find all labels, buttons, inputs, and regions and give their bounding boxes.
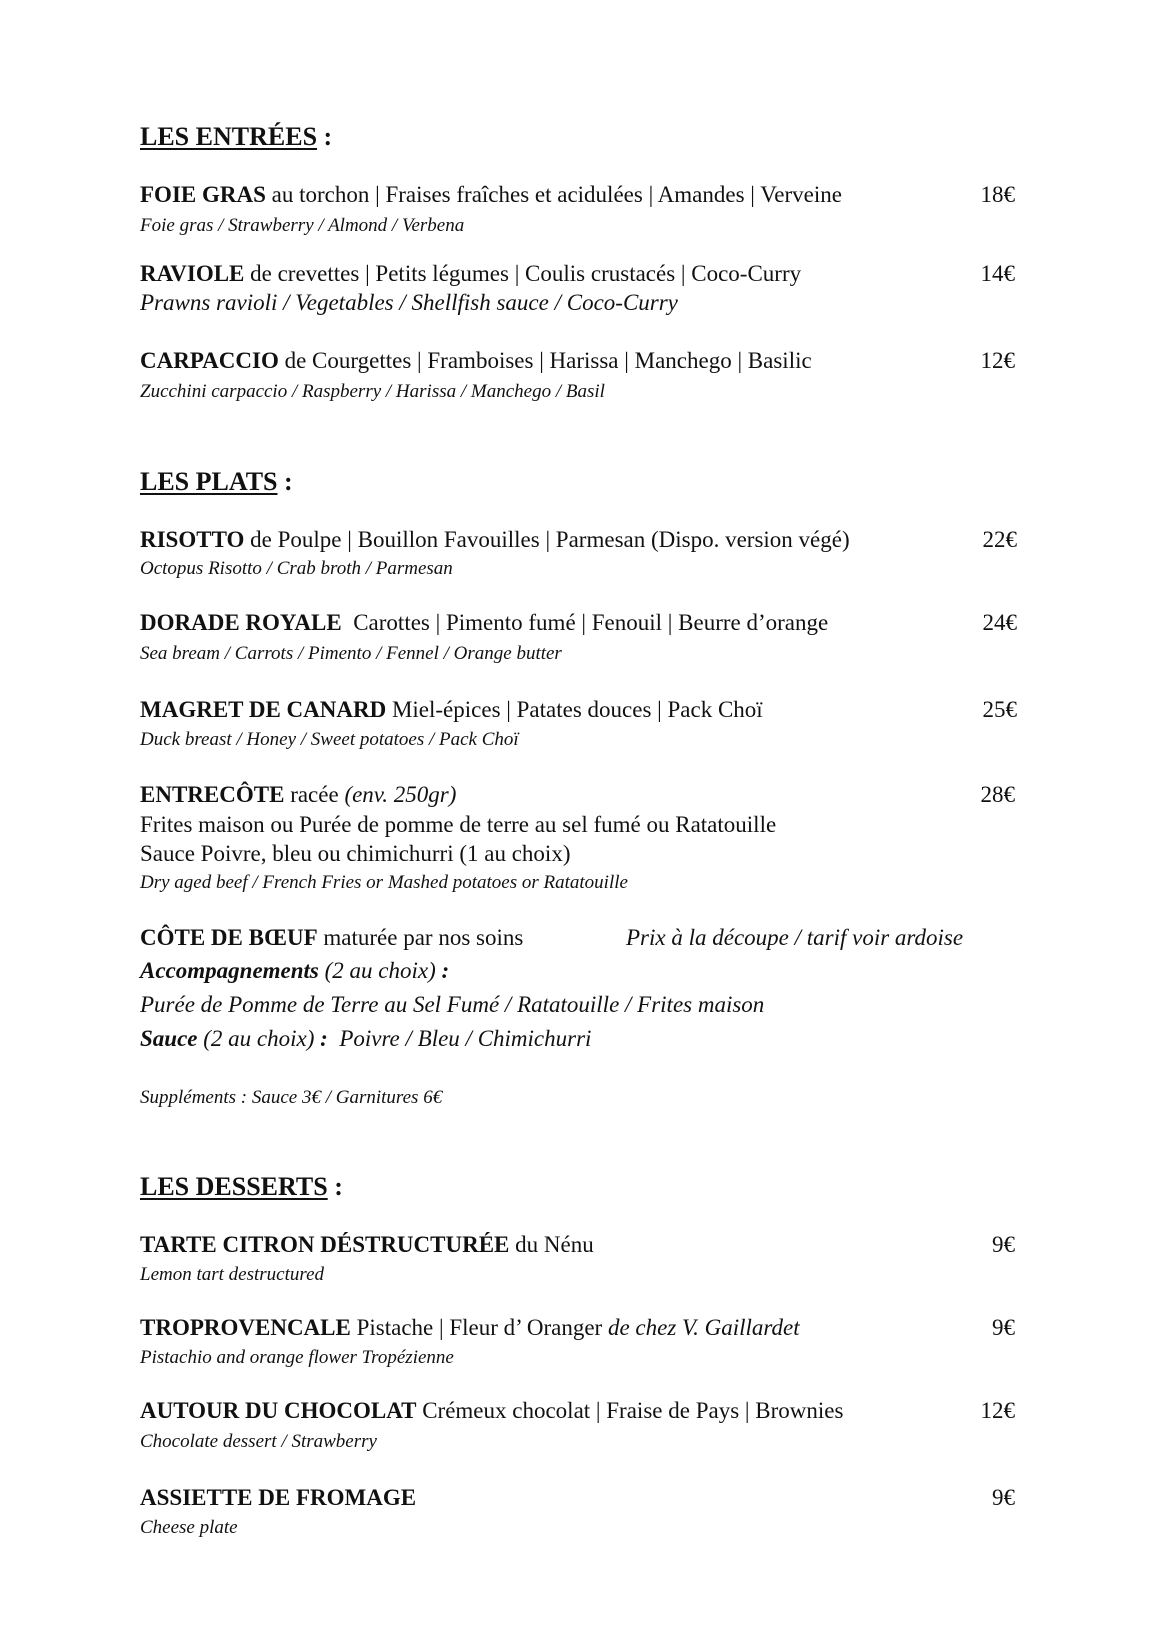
menu-item-name: TARTE CITRON DÉSTRUCTURÉE du Nénu	[140, 1232, 594, 1257]
menu-item-translation: Octopus Risotto / Crab broth / Parmesan	[140, 558, 453, 579]
menu-item-name: FOIE GRAS au torchon | Fraises fraîches et acidulées | Amandes | Verveine	[140, 182, 842, 207]
menu-item-accompaniments: Accompagnements (2 au choix) :	[140, 958, 450, 983]
menu-item-price: 12€	[980, 348, 1015, 373]
menu-item-name: MAGRET DE CANARD Miel-épices | Patates douces | Pack Choï	[140, 697, 763, 722]
section-heading-desserts: LES DESSERTS :	[140, 1172, 343, 1201]
menu-item-detail: Sauce Poivre, bleu ou chimichurri (1 au choix)	[140, 841, 571, 866]
menu-item-price: 24€	[982, 610, 1017, 635]
menu-item-translation: Cheese plate	[140, 1517, 238, 1538]
menu-item-translation: Pistachio and orange flower Tropézienne	[140, 1347, 454, 1368]
menu-item-price: 9€	[992, 1485, 1015, 1510]
menu-item-name: DORADE ROYALE Carottes | Pimento fumé | Fenouil | Beurre d’orange	[140, 610, 829, 635]
section-heading-entrees: LES ENTRÉES :	[140, 122, 333, 151]
menu-item-price: 12€	[980, 1398, 1015, 1423]
menu-item-price: 25€	[982, 697, 1017, 722]
menu-item-translation: Foie gras / Strawberry / Almond / Verbena	[140, 215, 465, 236]
menu-item-name: RISOTTO de Poulpe | Bouillon Favouilles | Parmesan (Dispo. version végé)	[140, 527, 850, 552]
menu-item-price: 22€	[982, 527, 1017, 552]
menu-item-sauces: Sauce (2 au choix) : Poivre / Bleu / Chimichurri	[140, 1026, 592, 1051]
menu-item-price: 18€	[980, 182, 1015, 207]
menu-item-price: 9€	[992, 1232, 1015, 1257]
menu-item-translation: Duck breast / Honey / Sweet potatoes / Pack Choï	[140, 729, 519, 750]
menu-item-price-note: Prix à la découpe / tarif voir ardoise	[626, 925, 964, 950]
menu-item-name: RAVIOLE de crevettes | Petits légumes | Coulis crustacés | Coco-Curry	[140, 261, 802, 286]
supplements-note: Suppléments : Sauce 3€ / Garnitures 6€	[140, 1087, 443, 1108]
menu-item-price: 9€	[992, 1315, 1015, 1340]
menu-item-detail: Frites maison ou Purée de pomme de terre au sel fumé ou Ratatouille	[140, 812, 777, 837]
menu-item-price: 28€	[980, 782, 1015, 807]
menu-item-translation: Lemon tart destructured	[140, 1264, 325, 1285]
menu-item-accompaniment-options: Purée de Pomme de Terre au Sel Fumé / Ratatouille / Frites maison	[140, 992, 765, 1017]
menu-item-translation: Zucchini carpaccio / Raspberry / Harissa / Manchego / Basil	[140, 381, 605, 402]
menu-item-name: AUTOUR DU CHOCOLAT Crémeux chocolat | Fraise de Pays | Brownies	[140, 1398, 844, 1423]
menu-item-name: CÔTE DE BŒUF maturée par nos soins	[140, 925, 524, 950]
menu-item-translation: Dry aged beef / French Fries or Mashed potatoes or Ratatouille	[140, 872, 628, 893]
menu-item-translation: Prawns ravioli / Vegetables / Shellfish sauce / Coco-Curry	[140, 290, 678, 315]
menu-item-price: 14€	[980, 261, 1015, 286]
menu-item-name: CARPACCIO de Courgettes | Framboises | Harissa | Manchego | Basilic	[140, 348, 812, 373]
menu-item-name: ENTRECÔTE racée (env. 250gr)	[140, 782, 457, 807]
menu-item-translation: Sea bream / Carrots / Pimento / Fennel / Orange butter	[140, 643, 562, 664]
menu-item-name: TROPROVENCALE Pistache | Fleur d’ Oranger de chez V. Gaillardet	[140, 1315, 800, 1340]
menu-item-name: ASSIETTE DE FROMAGE	[140, 1485, 417, 1510]
menu-item-translation: Chocolate dessert / Strawberry	[140, 1431, 377, 1452]
section-heading-plats: LES PLATS :	[140, 467, 293, 496]
